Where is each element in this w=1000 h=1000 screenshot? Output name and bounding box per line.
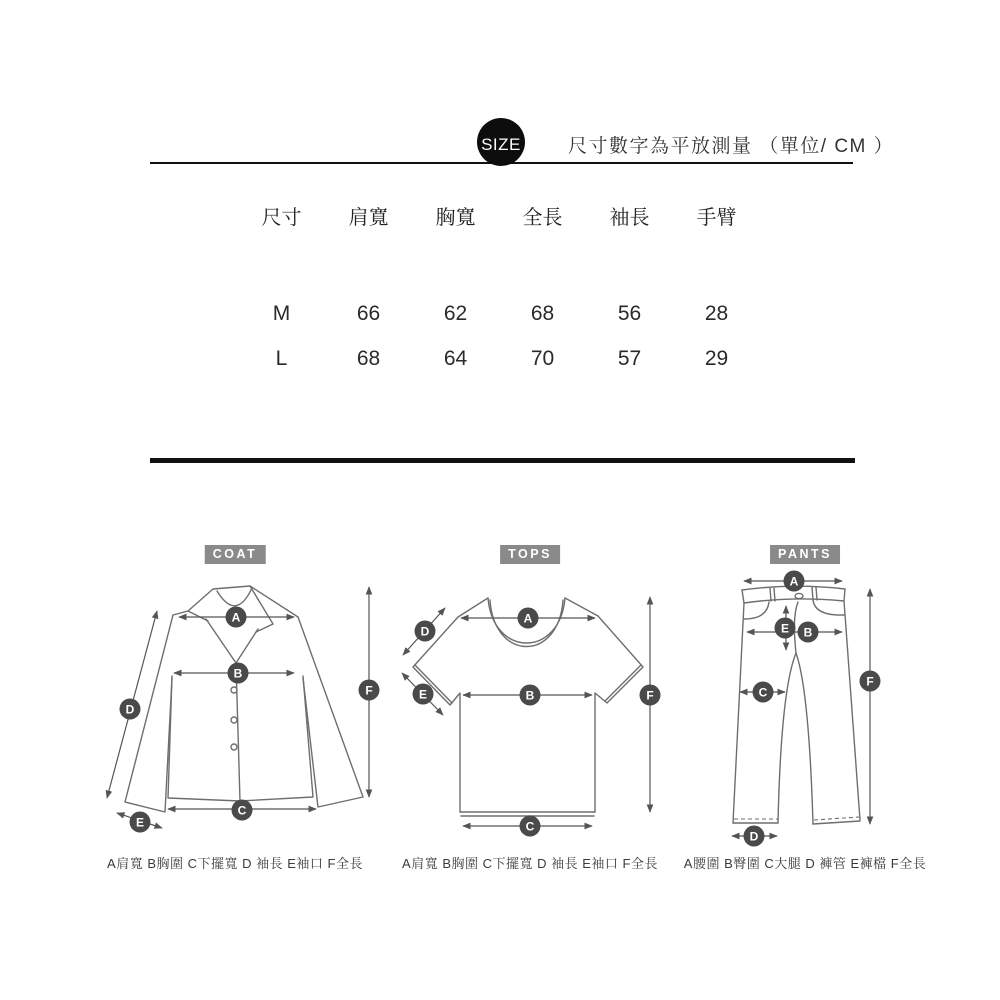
coat-figure bbox=[90, 570, 380, 850]
svg-text:C: C bbox=[237, 803, 247, 818]
cell-value: 57 bbox=[617, 347, 642, 370]
measure-badge-a bbox=[518, 608, 539, 629]
svg-text:A: A bbox=[789, 574, 799, 589]
cell-value: 62 bbox=[443, 302, 468, 325]
cell-value: 66 bbox=[356, 302, 381, 325]
col-header-sleeve: 袖長 bbox=[609, 207, 650, 229]
col-header-arm: 手臂 bbox=[696, 207, 737, 229]
tops-outline bbox=[413, 598, 643, 816]
svg-text:B: B bbox=[803, 625, 813, 640]
measure-badge-e bbox=[130, 812, 151, 833]
divider-thick bbox=[150, 458, 855, 463]
measure-badge-d bbox=[415, 621, 436, 642]
measure-badge-f bbox=[640, 685, 661, 706]
size-circle-badge bbox=[477, 118, 525, 166]
cell-value: 28 bbox=[704, 302, 729, 325]
cell-value: 29 bbox=[704, 347, 729, 370]
measurement-note: 尺寸數字為平放測量 （單位/ CM ） bbox=[568, 136, 895, 157]
pants-measure-arrows bbox=[732, 581, 870, 836]
table-row-m bbox=[238, 292, 760, 336]
svg-text:E: E bbox=[780, 621, 790, 636]
coat-diagram bbox=[90, 543, 380, 878]
svg-text:B: B bbox=[525, 688, 535, 703]
svg-text:A: A bbox=[523, 611, 533, 626]
measure-badge-b bbox=[228, 663, 249, 684]
coat-title: COAT bbox=[205, 545, 266, 564]
svg-text:C: C bbox=[758, 685, 768, 700]
cell-value: 70 bbox=[530, 347, 555, 370]
col-header-shoulder: 肩寬 bbox=[348, 207, 389, 229]
tops-title: TOPS bbox=[500, 545, 560, 564]
svg-text:E: E bbox=[135, 815, 145, 830]
pants-figure bbox=[660, 570, 950, 850]
pants-caption: A腰圍 B臀圍 C大腿 D 褲管 E褲檔 F全長 bbox=[683, 856, 927, 871]
cell-value: 56 bbox=[617, 302, 642, 325]
svg-text:F: F bbox=[646, 688, 654, 703]
measure-badge-c bbox=[520, 816, 541, 837]
pants-title: PANTS bbox=[770, 545, 840, 564]
svg-text:E: E bbox=[418, 687, 428, 702]
pants-outline bbox=[733, 586, 860, 824]
svg-text:F: F bbox=[866, 674, 874, 689]
cell-value: 68 bbox=[356, 347, 381, 370]
col-header-chest: 胸寬 bbox=[435, 207, 476, 229]
measure-badge-d bbox=[744, 826, 765, 847]
measure-badge-f bbox=[860, 671, 881, 692]
measure-badge-e bbox=[413, 684, 434, 705]
cell-value: 68 bbox=[530, 302, 555, 325]
col-header-size: 尺寸 bbox=[261, 207, 302, 229]
svg-text:A: A bbox=[231, 610, 241, 625]
svg-text:B: B bbox=[233, 666, 243, 681]
measure-badge-c bbox=[753, 682, 774, 703]
tops-caption: A肩寬 B胸圍 C下擺寬 D 袖長 E袖口 F全長 bbox=[402, 856, 658, 871]
measure-badge-c bbox=[232, 800, 253, 821]
size-table bbox=[238, 196, 763, 396]
measure-badge-a bbox=[784, 571, 805, 592]
svg-text:F: F bbox=[365, 683, 373, 698]
tops-figure bbox=[385, 570, 675, 850]
table-row-l bbox=[238, 337, 760, 381]
svg-text:C: C bbox=[525, 819, 535, 834]
pants-diagram bbox=[660, 543, 950, 878]
coat-caption: A肩寬 B胸圍 C下擺寬 D 袖長 E袖口 F全長 bbox=[107, 856, 363, 871]
cell-value: 64 bbox=[443, 347, 468, 370]
size-circle-label: SIZE bbox=[481, 134, 521, 154]
measure-badge-b bbox=[520, 685, 541, 706]
table-header-row bbox=[238, 196, 760, 240]
measure-badge-b bbox=[798, 622, 819, 643]
svg-text:D: D bbox=[749, 829, 759, 844]
tops-measure-arrows bbox=[402, 597, 650, 826]
col-header-length: 全長 bbox=[522, 207, 563, 229]
cell-size: L bbox=[275, 347, 288, 370]
measure-badge-d bbox=[120, 699, 141, 720]
measure-badge-f bbox=[359, 680, 380, 701]
measure-badge-e bbox=[775, 618, 796, 639]
svg-text:D: D bbox=[420, 624, 430, 639]
measure-badge-a bbox=[226, 607, 247, 628]
tops-diagram bbox=[385, 543, 675, 878]
svg-text:D: D bbox=[125, 702, 135, 717]
cell-size: M bbox=[272, 302, 291, 325]
